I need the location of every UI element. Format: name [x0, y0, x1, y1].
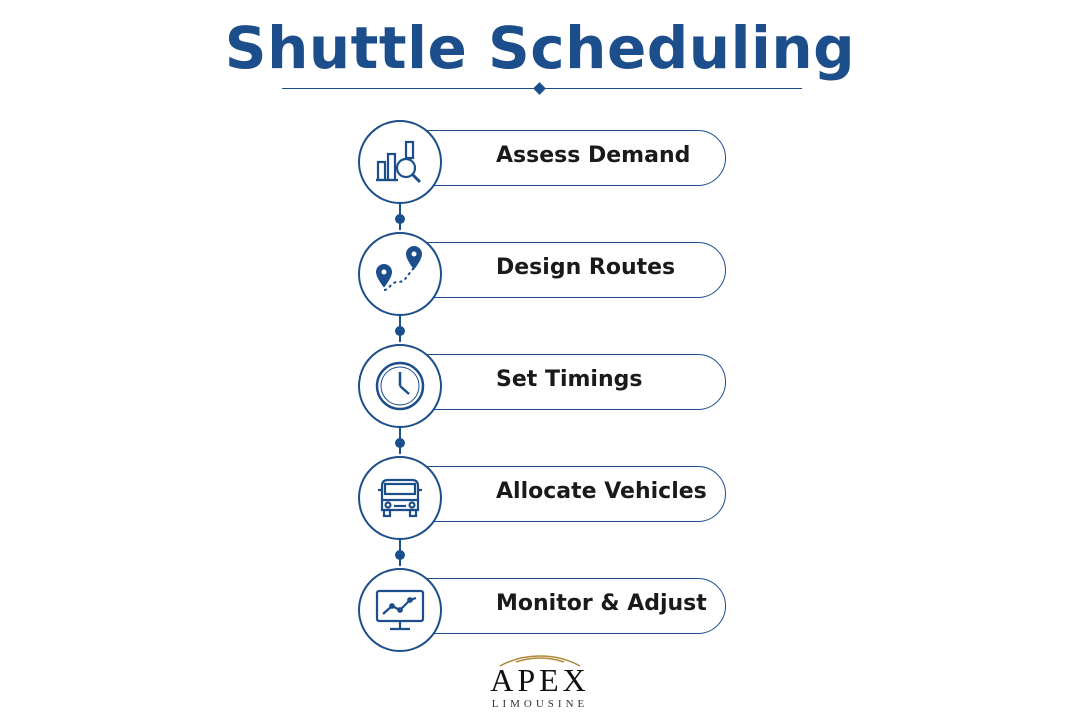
step-label: Assess Demand [496, 143, 691, 168]
connector-dot [395, 438, 405, 448]
page-title: Shuttle Scheduling [224, 14, 856, 82]
step-monitor-adjust [358, 568, 728, 640]
step-icon-circle [358, 120, 442, 204]
step-label: Monitor & Adjust [496, 591, 707, 616]
connector-dot [395, 550, 405, 560]
van-icon [372, 470, 428, 526]
monitor-graph-icon [372, 582, 428, 638]
connector-dot [395, 214, 405, 224]
step-icon-circle [358, 344, 442, 428]
step-assess-demand [358, 120, 728, 192]
limousine-car-logo-icon [498, 652, 582, 668]
step-label: Set Timings [496, 367, 643, 392]
step-icon-circle [358, 232, 442, 316]
step-design-routes [358, 232, 728, 304]
route-pins-icon [372, 246, 428, 302]
divider-diamond [533, 82, 546, 95]
brand-subtitle: LIMOUSINE [491, 698, 589, 710]
clock-icon [372, 358, 428, 414]
brand-name: APEX [490, 662, 590, 698]
step-label: Allocate Vehicles [496, 479, 707, 504]
step-icon-circle [358, 456, 442, 540]
connector-dot [395, 326, 405, 336]
step-icon-circle [358, 568, 442, 652]
bar-chart-magnifier-icon [372, 134, 428, 190]
step-allocate-vehicles [358, 456, 728, 528]
brand-logo [440, 652, 640, 710]
step-label: Design Routes [496, 255, 676, 280]
step-set-timings [358, 344, 728, 416]
